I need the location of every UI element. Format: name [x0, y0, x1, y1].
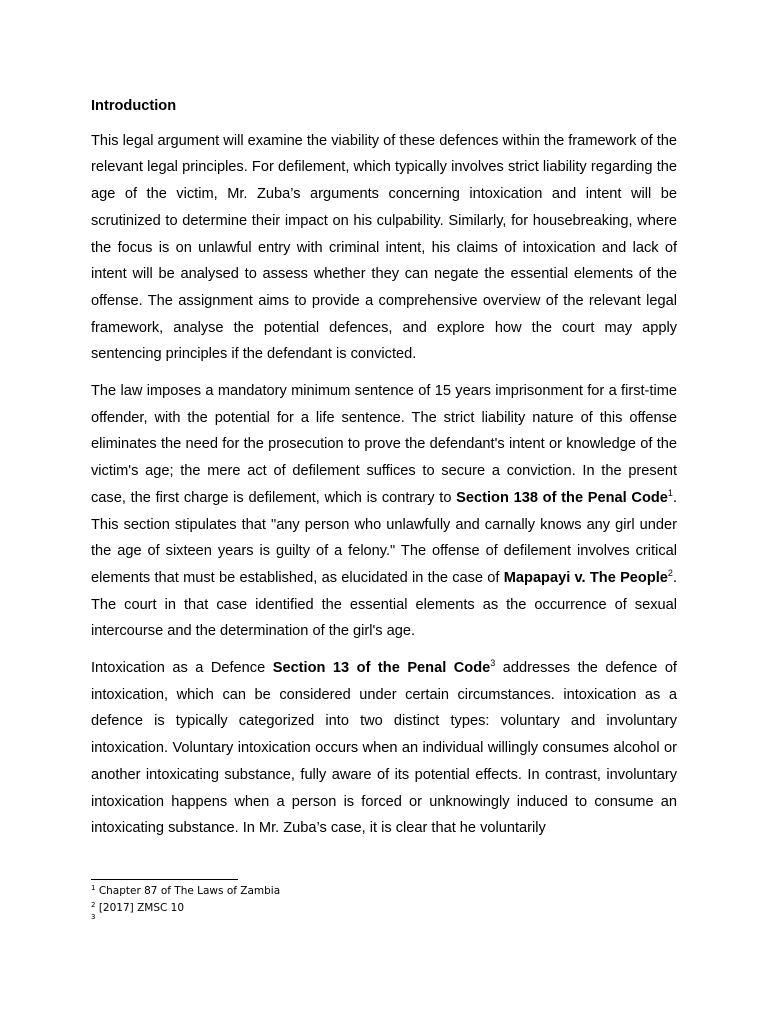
footnote-text: Chapter 87 of The Laws of Zambia — [98, 885, 281, 897]
statute-reference: Section 138 of the Penal Code — [456, 489, 668, 506]
paragraph-text: . The court in that case identified the essential elements as the occurrence of sexual intercourse and the determination of the girl's age. — [91, 569, 677, 640]
footnote-item — [91, 913, 677, 924]
footnote-item — [91, 900, 677, 917]
footnote-number: 3 — [91, 913, 96, 921]
statute-reference: Section 13 of the Penal Code — [272, 660, 491, 677]
footnote-number: 1 — [91, 884, 96, 892]
footnote-text: [2017] ZMSC 10 — [98, 901, 185, 914]
paragraph-text: addresses the defence of intoxication, which can be considered under certain circumstances. intoxication as a defence is typically categorized into two distinct types: voluntary and involuntary intoxication. Voluntary intoxication occurs when an individual willingly consumes alcohol or another intoxicating substance, fully aware of its potential effects. In contrast, involuntary intoxication happens when a person is forced or unknowingly induced to consume an intoxicating substance. In Mr. Zuba’s case, it is clear that he voluntarily — [91, 660, 677, 837]
footnote-ref-3[interactable]: 3 — [490, 658, 496, 669]
case-reference: Mapapayi v. The People — [503, 569, 668, 586]
section-heading: Introduction — [91, 98, 177, 114]
paragraph-defilement-law — [91, 378, 677, 645]
footnote-ref-2[interactable]: 2 — [667, 567, 673, 578]
paragraph-text: . This section stipulates that "any person who unlawfully and carnally knows any girl under the age of sixteen years is guilty of a felony." The offense of defilement involves critical elements that must be established, as elucidated in the case of — [91, 489, 677, 586]
footnote-separator — [91, 879, 238, 880]
paragraph-introduction: This legal argument will examine the viability of these defences within the framework of the relevant legal principles. For defilement, which typically involves strict liability regarding the age of the victim, Mr. Zuba’s arguments concerning intoxication and intent will be scrutinized to determine their impact on his culpability. Similarly, for housebreaking, where the focus is on unlawful entry with criminal intent, his claims of intoxication and lack of intent will be analysed to assess whether they can negate the essential elements of the offense. The assignment aims to provide a comprehensive overview of the relevant legal framework, analyse the potential defences, and explore how the court may apply sentencing principles if the defendant is convicted. — [91, 132, 677, 363]
paragraph-text: Intoxication as a Defence — [91, 660, 273, 677]
paragraph-text: The law imposes a mandatory minimum sentence of 15 years imprisonment for a first-time offender, with the potential for a life sentence. The strict liability nature of this offense eliminates the need for the prosecution to prove the defendant's intent or knowledge of the victim's age; the mere act of defilement suffices to secure a conviction. In the present case, the first charge is defilement, which is contrary to — [91, 383, 677, 506]
footnotes — [91, 883, 677, 924]
footnote-number: 2 — [91, 900, 96, 909]
footnote-ref-1[interactable]: 1 — [667, 487, 673, 498]
paragraph-intoxication-defence — [91, 655, 677, 842]
document-body — [91, 93, 677, 852]
footnote-item — [91, 883, 677, 900]
